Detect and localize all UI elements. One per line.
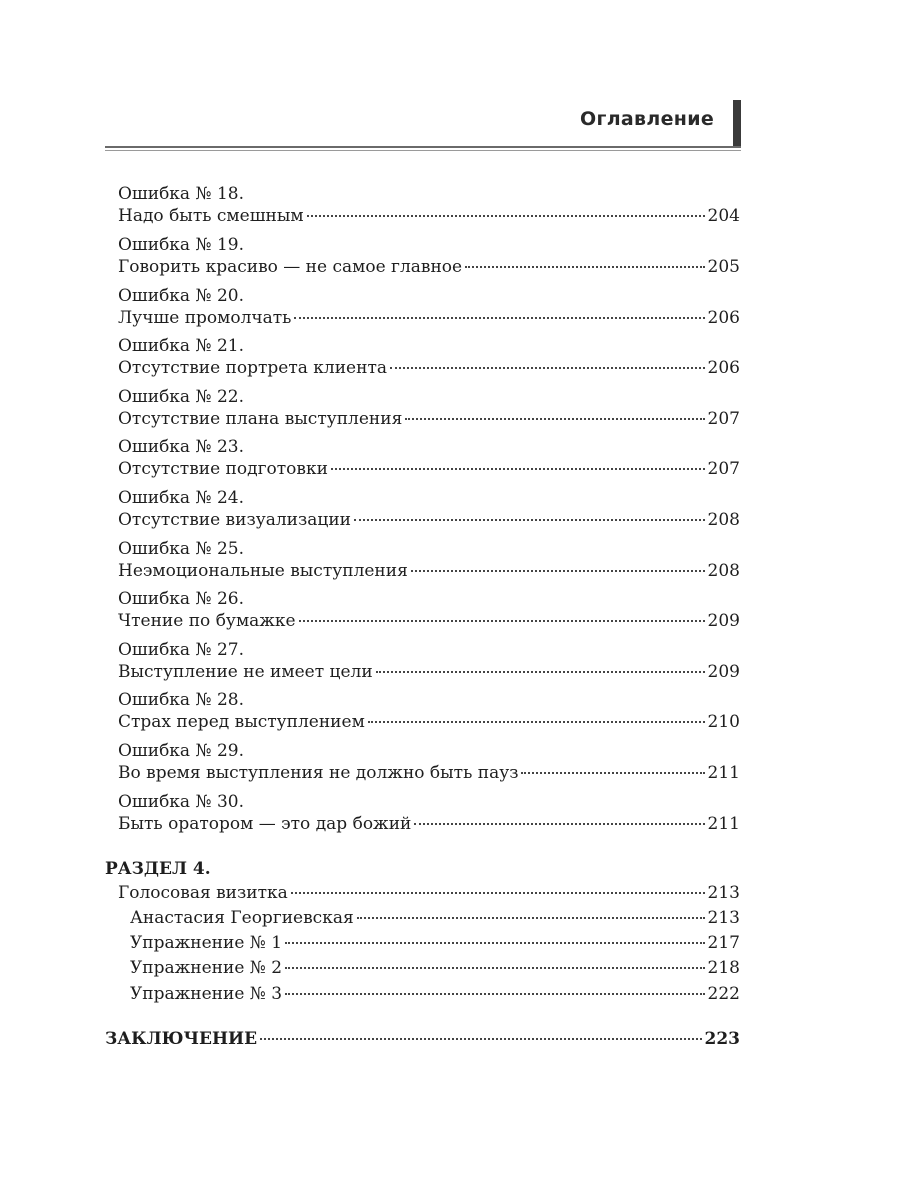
toc-entry[interactable] <box>118 458 740 480</box>
toc-error-label: Ошибка № 23. <box>118 437 244 457</box>
toc-entry-page: 217 <box>707 933 740 953</box>
toc-entry-title: Страх перед выступлением <box>118 712 365 732</box>
leader-dots <box>465 266 704 268</box>
toc-entry-page: 218 <box>707 958 740 978</box>
leader-dots <box>331 468 705 470</box>
leader-dots <box>357 917 705 919</box>
toc-entry-page: 208 <box>707 510 740 530</box>
toc-error-label: Ошибка № 22. <box>118 387 244 407</box>
leader-dots <box>390 367 705 369</box>
leader-dots <box>376 671 705 673</box>
toc-error-label: Ошибка № 26. <box>118 589 244 609</box>
toc-error-label: Ошибка № 27. <box>118 640 244 660</box>
toc-entry[interactable] <box>118 509 740 531</box>
toc-entry-title: Упражнение № 1 <box>130 933 283 953</box>
toc-entry-title: Голосовая визитка <box>118 883 288 903</box>
running-header-title: Оглавление <box>580 108 714 130</box>
toc-entry[interactable] <box>118 357 740 379</box>
toc-entry-title: Анастасия Георгиевская <box>130 908 354 928</box>
leader-dots <box>285 993 704 995</box>
toc-error-label: Ошибка № 21. <box>118 336 244 356</box>
toc-error-label: Ошибка № 30. <box>118 792 244 812</box>
toc-entry-title: Говорить красиво — не самое главное <box>118 257 463 277</box>
toc-error-label: Ошибка № 28. <box>118 690 244 710</box>
leader-dots <box>411 570 705 572</box>
leader-dots <box>260 1038 701 1040</box>
toc-entry[interactable] <box>118 711 740 733</box>
leader-dots <box>285 942 704 944</box>
leader-dots <box>291 892 705 894</box>
toc-error-label: Ошибка № 20. <box>118 286 244 306</box>
toc-entry-title: Упражнение № 3 <box>130 984 283 1004</box>
toc-entry-page: 207 <box>707 459 740 479</box>
toc-entry-page: 209 <box>707 611 740 631</box>
toc-entry-title: Отсутствие плана выступления <box>118 409 403 429</box>
toc-entry-page: 206 <box>707 358 740 378</box>
toc-entry[interactable] <box>118 762 740 784</box>
toc-entry-title: Лучше промолчать <box>118 308 292 328</box>
toc-entry[interactable] <box>118 560 740 582</box>
toc-entry-title: Выступление не имеет цели <box>118 662 373 682</box>
toc-entry-title: Отсутствие визуализации <box>118 510 352 530</box>
toc-entry-page: 213 <box>707 883 740 903</box>
toc-entry[interactable] <box>118 205 740 227</box>
leader-dots <box>307 215 705 217</box>
toc-entry-page: 223 <box>704 1029 740 1049</box>
toc-entry[interactable] <box>118 813 740 835</box>
leader-dots <box>405 418 704 420</box>
toc-entry-page: 222 <box>707 984 740 1004</box>
toc-entry-title: Отсутствие портрета клиента <box>118 358 387 378</box>
toc-entry-page: 207 <box>707 409 740 429</box>
toc-subentry[interactable] <box>130 932 740 954</box>
toc-entry-page: 208 <box>707 561 740 581</box>
leader-dots <box>299 620 705 622</box>
toc-entry-page: 211 <box>707 814 740 834</box>
toc-entry-title: Во время выступления не должно быть пауз <box>118 763 519 783</box>
toc-section-heading: РАЗДЕЛ 4. <box>105 859 211 879</box>
toc-entry-title: Чтение по бумажке <box>118 611 296 631</box>
toc-entry[interactable] <box>118 882 740 904</box>
toc-conclusion[interactable] <box>105 1028 740 1050</box>
header-accent-bar <box>733 100 741 146</box>
toc-entry-page: 204 <box>707 206 740 226</box>
toc-subentry[interactable] <box>130 957 740 979</box>
toc-entry-title: Упражнение № 2 <box>130 958 283 978</box>
toc-entry-page: 213 <box>707 908 740 928</box>
toc-subentry[interactable] <box>130 907 740 929</box>
toc-entry-title: ЗАКЛЮЧЕНИЕ <box>105 1029 258 1049</box>
toc-entry-page: 209 <box>707 662 740 682</box>
toc-entry-page: 206 <box>707 308 740 328</box>
leader-dots <box>354 519 705 521</box>
toc-entry[interactable] <box>118 256 740 278</box>
leader-dots <box>294 317 704 319</box>
toc-error-label: Ошибка № 29. <box>118 741 244 761</box>
leader-dots <box>285 967 704 969</box>
toc-error-label: Ошибка № 25. <box>118 539 244 559</box>
toc-entry-page: 211 <box>707 763 740 783</box>
toc-entry[interactable] <box>118 408 740 430</box>
header-rule-thin <box>105 150 741 151</box>
toc-entry-title: Быть оратором — это дар божий <box>118 814 412 834</box>
toc-entry-page: 210 <box>707 712 740 732</box>
toc-entry-page: 205 <box>707 257 740 277</box>
toc-subentry[interactable] <box>130 983 740 1005</box>
toc-entry[interactable] <box>118 307 740 329</box>
header-rule <box>105 146 741 148</box>
toc-entry-title: Надо быть смешным <box>118 206 304 226</box>
toc-entry[interactable] <box>118 661 740 683</box>
toc-entry-title: Отсутствие подготовки <box>118 459 328 479</box>
toc-error-label: Ошибка № 18. <box>118 184 244 204</box>
leader-dots <box>521 772 704 774</box>
toc-error-label: Ошибка № 19. <box>118 235 244 255</box>
toc-entry-title: Неэмоциональные выступления <box>118 561 408 581</box>
leader-dots <box>414 823 704 825</box>
leader-dots <box>368 721 705 723</box>
toc-error-label: Ошибка № 24. <box>118 488 244 508</box>
toc-entry[interactable] <box>118 610 740 632</box>
